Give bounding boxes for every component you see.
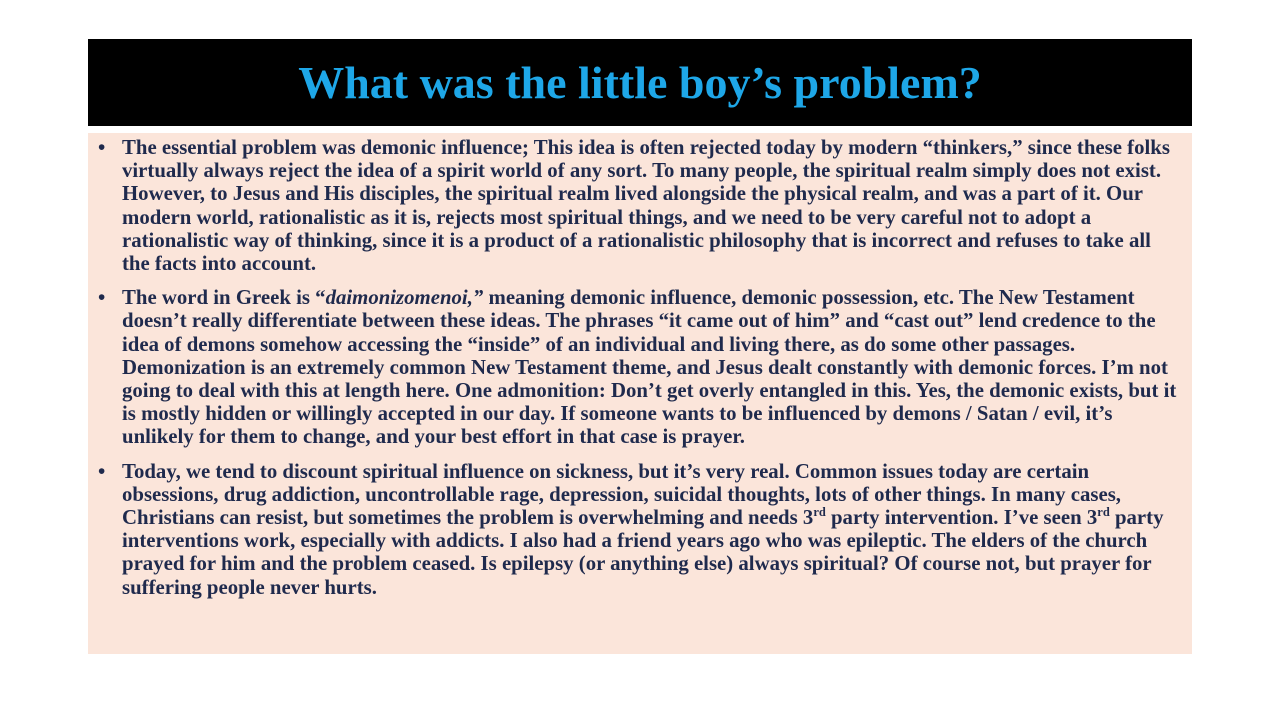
ordinal-suffix: rd bbox=[813, 504, 826, 519]
ordinal-suffix: rd bbox=[1097, 504, 1110, 519]
bullet-icon: • bbox=[98, 136, 106, 159]
bullet-text-part1: Today, we tend to discount spiritual influence on sickness, but it’s very real. Common issues today are certain obsessions, drug addiction, uncontrollable rage, depression, suicidal thoughts, lots of other things. In many cases, Christians can resist, but sometimes the problem is overwhelming and needs 3 bbox=[122, 459, 1121, 530]
greek-term: daimonizomenoi,” bbox=[325, 286, 484, 310]
slide-content-box bbox=[88, 133, 1192, 654]
slide-title: What was the little boy’s problem? bbox=[298, 56, 982, 108]
bullet-text-part3: party interventions work, especially with addicts. I also had a friend years ago who was epileptic. The elders of the church prayed for him and the problem ceased. Is epilepsy (or anything else) always spiritual? Of course not, but prayer for suffering people never hurts. bbox=[122, 506, 1164, 599]
bullet-text-part2: party intervention. I’ve seen 3 bbox=[825, 506, 1098, 530]
bullet-icon: • bbox=[98, 459, 106, 483]
bullet-item-greek-word bbox=[98, 286, 1180, 448]
bullet-list bbox=[98, 136, 1180, 599]
slide-title-bar bbox=[88, 39, 1192, 126]
bullet-item-spiritual-sickness bbox=[98, 460, 1180, 599]
bullet-text: meaning demonic influence, demonic possession, etc. The New Testament doesn’t really differentiate between these ideas. The phrases “it came out of him” and “cast out” lend credence to the idea of demons somehow accessing the “inside” of an individual and living there, as do some other passages. Demonization is an extremely common New Testament theme, and Jesus dealt constantly with demonic forces. I’m not going to deal with this at length here. One admonition: Don’t get overly entangled in this. Yes, the demonic exists, but it is mostly hidden or willingly accepted in our day. If someone wants to be influenced by demons / Satan / evil, it’s unlikely for them to change, and your best effort in that case is prayer. bbox=[122, 286, 1177, 449]
bullet-text-prefix: The word in Greek is “ bbox=[122, 286, 326, 310]
bullet-item-demonic-influence bbox=[98, 136, 1180, 275]
bullet-text: The essential problem was demonic influence; This idea is often rejected today by modern “thinkers,” since these folks virtually always reject the idea of a spirit world of any sort. To many people, the spiritual realm simply does not exist. However, to Jesus and His disciples, the spiritual realm lived alongside the physical realm, and was a part of it. Our modern world, rationalistic as it is, rejects most spiritual things, and we need to be very careful not to adopt a rationalistic way of thinking, since it is a product of a rationalistic philosophy that is incorrect and refuses to take all the facts into account. bbox=[122, 136, 1170, 276]
bullet-icon: • bbox=[98, 286, 106, 310]
